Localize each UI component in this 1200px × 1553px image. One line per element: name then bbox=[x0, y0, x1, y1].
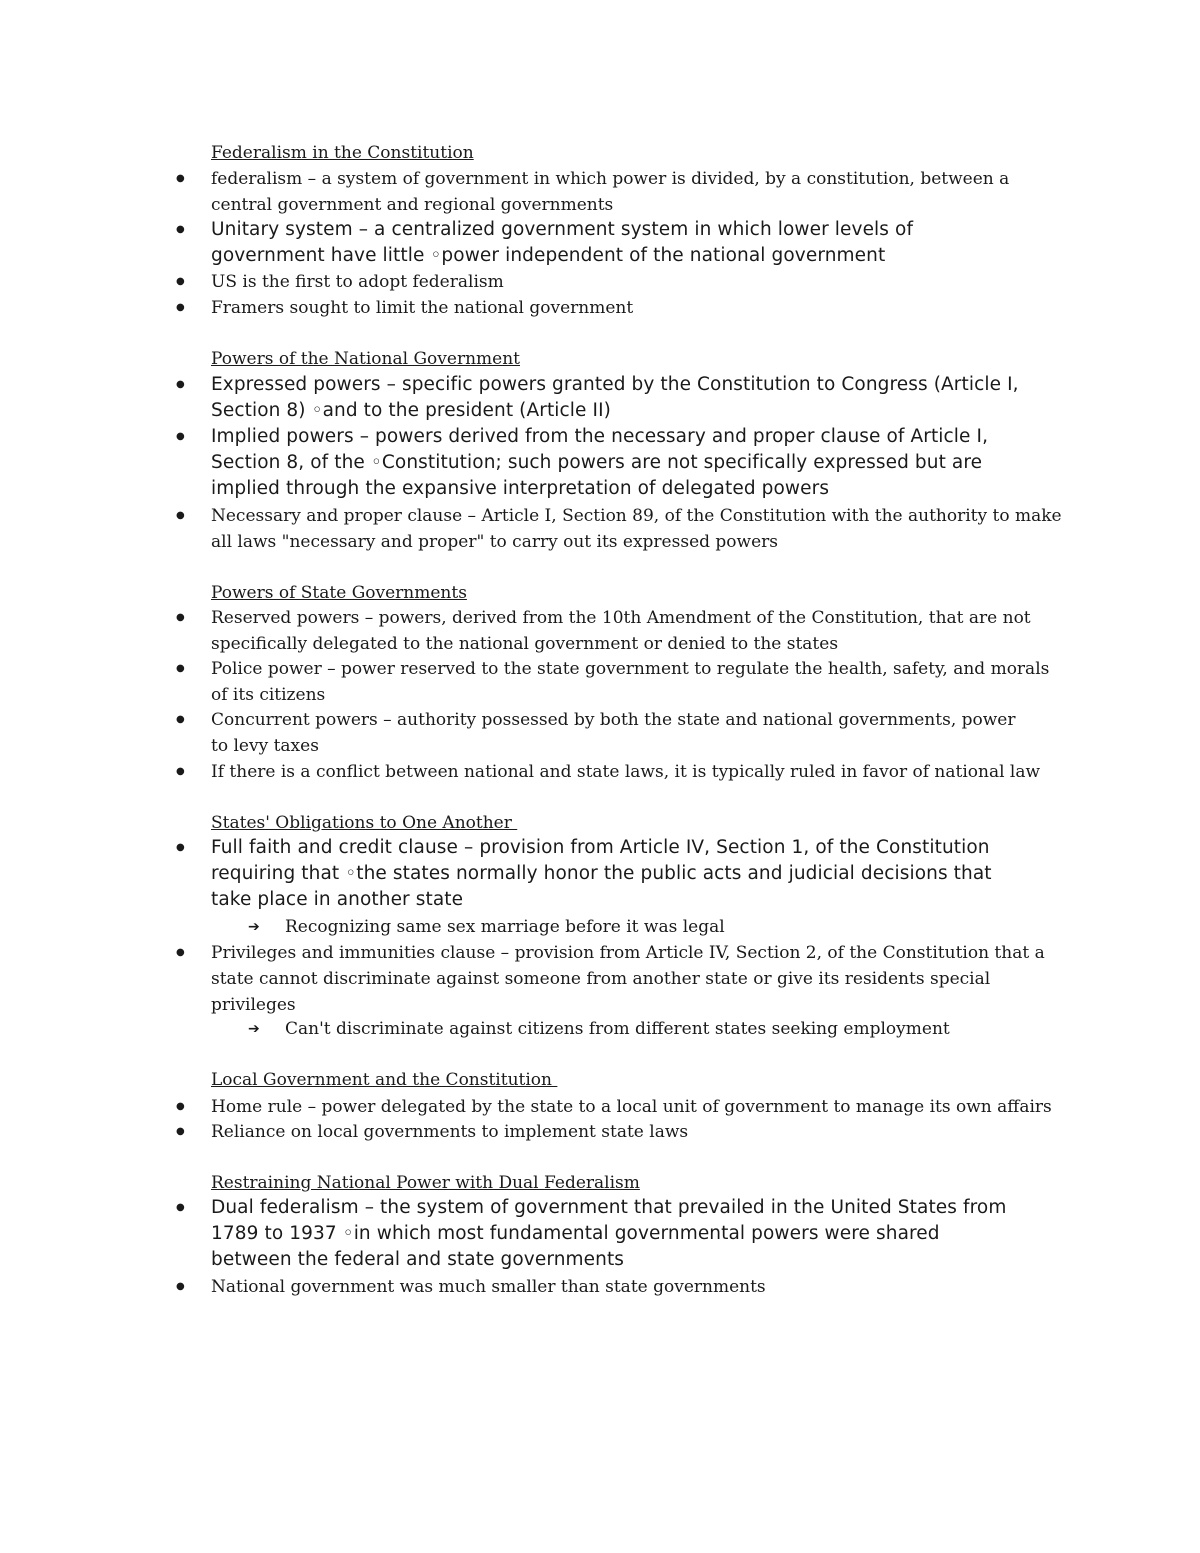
bullet-icon: ● bbox=[176, 302, 185, 313]
sub-item-text: Can't discriminate against citizens from different states seeking employment bbox=[285, 1019, 950, 1039]
arrow-icon: ➔ bbox=[248, 919, 260, 935]
list-item-text: Full faith and credit clause – provision from Article IV, Section 1, of the Constitution requiring that ◦the states normally honor the public acts and judicial decisions that take place in another state bbox=[211, 837, 992, 910]
list-item-text: Expressed powers – specific powers granted by the Constitution to Congress (Article I, Section 8) ◦and to the president (Article II) bbox=[211, 374, 1019, 421]
list-item-privileges bbox=[176, 940, 1066, 1018]
list-item-text: Dual federalism – the system of government that prevailed in the United States from 1789 to 1937 ◦in which most fundamental governmental powers were shared between the federal and state governments bbox=[211, 1197, 1007, 1270]
list-item-text: If there is a conflict between national and state laws, it is typically ruled in favor of national law bbox=[211, 762, 1041, 782]
list-item-reliance bbox=[176, 1119, 1066, 1145]
bullet-icon: ● bbox=[176, 510, 185, 521]
bullet-icon: ● bbox=[176, 276, 185, 287]
list-item-concurrent-powers bbox=[176, 707, 1066, 759]
bullet-icon: ● bbox=[176, 612, 185, 623]
bullet-icon: ● bbox=[176, 1101, 185, 1112]
section-heading-dual-federalism: Restraining National Power with Dual Federalism bbox=[211, 1173, 640, 1193]
list-item-text: federalism – a system of government in which power is divided, by a constitution, between a central government and regional governments bbox=[211, 169, 1010, 215]
bullet-icon: ● bbox=[176, 766, 185, 777]
section-heading-state-obligations: States' Obligations to One Another bbox=[211, 813, 518, 833]
section-heading-state-powers: Powers of State Governments bbox=[211, 583, 467, 603]
arrow-icon: ➔ bbox=[248, 1021, 260, 1037]
bullet-icon: ● bbox=[176, 431, 185, 442]
list-item-unitary-system bbox=[176, 217, 1066, 269]
list-item-text: Reliance on local governments to implement state laws bbox=[211, 1122, 689, 1142]
list-item-expressed-powers bbox=[176, 372, 1066, 424]
bullet-icon: ● bbox=[176, 663, 185, 674]
list-item-dual-federalism bbox=[176, 1195, 1066, 1273]
list-item-necessary-proper bbox=[176, 503, 1066, 555]
list-item-text: Police power – power reserved to the state government to regulate the health, safety, and morals of its citizens bbox=[211, 659, 1050, 705]
bullet-icon: ● bbox=[176, 714, 185, 725]
section-heading-federalism: Federalism in the Constitution bbox=[211, 143, 474, 163]
list-item-us-first bbox=[176, 269, 1066, 295]
list-item-text: US is the first to adopt federalism bbox=[211, 272, 504, 292]
list-item-framers bbox=[176, 295, 1066, 321]
list-item-text: Unitary system – a centralized government system in which lower levels of government have little ◦power independent of the national government bbox=[211, 219, 914, 266]
list-item-full-faith bbox=[176, 835, 1066, 913]
list-item-text: Home rule – power delegated by the state to a local unit of government to manage its own affairs bbox=[211, 1097, 1052, 1117]
list-item-implied-powers bbox=[176, 424, 1066, 502]
sub-item-text: Recognizing same sex marriage before it was legal bbox=[285, 917, 725, 937]
bullet-icon: ● bbox=[176, 1126, 185, 1137]
bullet-icon: ● bbox=[176, 1202, 185, 1213]
list-item-national-smaller bbox=[176, 1274, 1066, 1300]
section-heading-local-government: Local Government and the Constitution bbox=[211, 1070, 558, 1090]
list-item-home-rule bbox=[176, 1094, 1066, 1120]
bullet-icon: ● bbox=[176, 379, 185, 390]
bullet-icon: ● bbox=[176, 224, 185, 235]
list-item-text: Reserved powers – powers, derived from the 10th Amendment of the Constitution, that are not specifically delegated to the national government or denied to the states bbox=[211, 608, 1031, 654]
bullet-icon: ● bbox=[176, 842, 185, 853]
bullet-icon: ● bbox=[176, 947, 185, 958]
bullet-icon: ● bbox=[176, 1281, 185, 1292]
list-item-police-power bbox=[176, 656, 1066, 708]
list-item-text: Concurrent powers – authority possessed by both the state and national governments, power to levy taxes bbox=[211, 710, 1016, 756]
bullet-icon: ● bbox=[176, 173, 185, 184]
section-heading-national-powers: Powers of the National Government bbox=[211, 349, 520, 369]
list-item-text: Implied powers – powers derived from the necessary and proper clause of Article I, Section 8, of the ◦Constitution; such powers are not specifically expressed but are implied through the expansive interpretation of delegated powers bbox=[211, 426, 989, 499]
list-item-conflict bbox=[176, 759, 1066, 785]
list-item-text: National government was much smaller than state governments bbox=[211, 1277, 766, 1297]
list-item-text: Necessary and proper clause – Article I, Section 89, of the Constitution with the authority to make all laws "necessary and proper" to carry out its expressed powers bbox=[211, 506, 1062, 552]
sub-item-same-sex-marriage bbox=[248, 914, 1065, 940]
list-item-reserved-powers bbox=[176, 605, 1066, 657]
sub-item-employment bbox=[248, 1016, 1065, 1042]
list-item-text: Privileges and immunities clause – provision from Article IV, Section 2, of the Constitution that a state cannot discriminate against someone from another state or give its residents special privileges bbox=[211, 943, 1045, 1015]
list-item-federalism bbox=[176, 166, 1066, 218]
list-item-text: Framers sought to limit the national government bbox=[211, 298, 634, 318]
